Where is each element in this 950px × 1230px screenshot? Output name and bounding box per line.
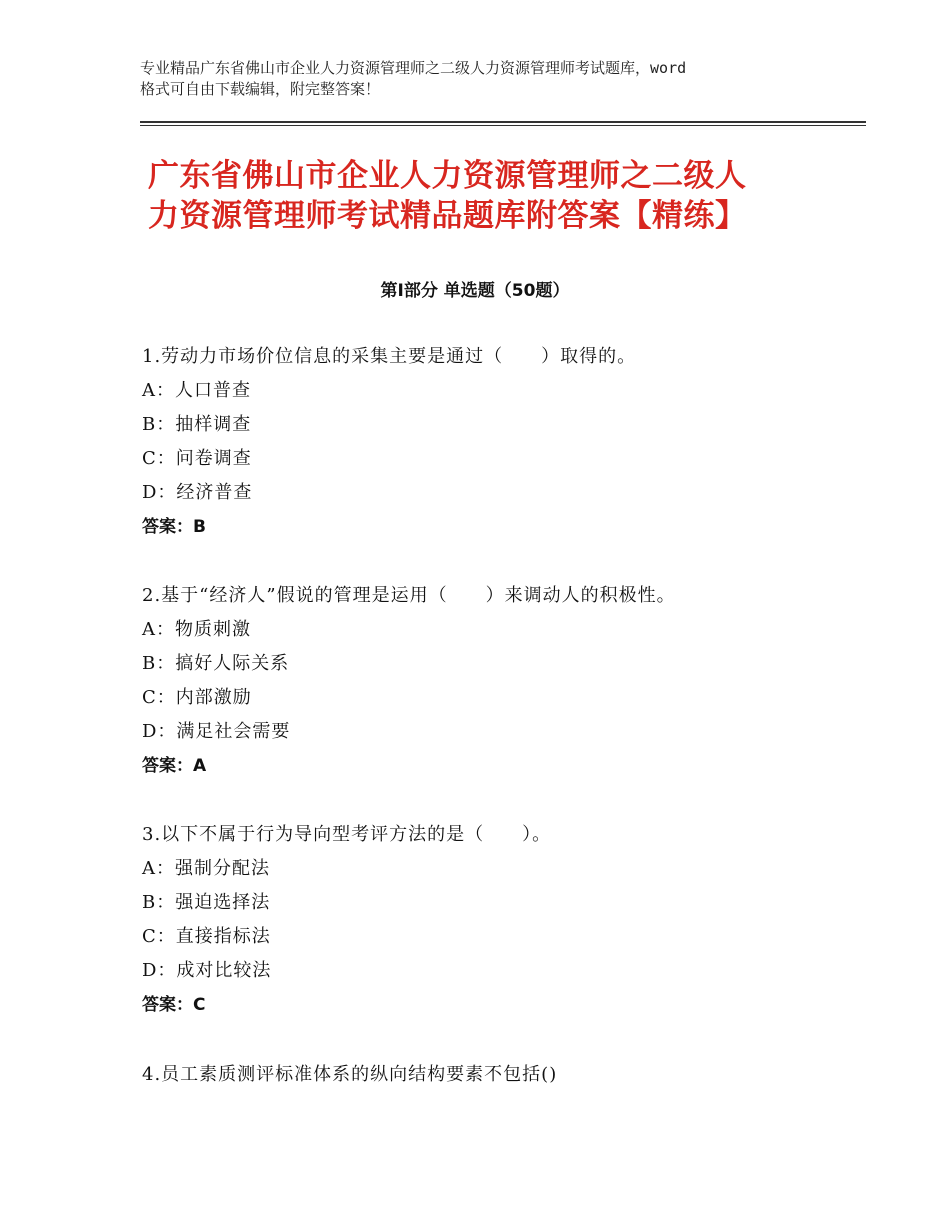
option-c: C：直接指标法	[142, 926, 271, 947]
option-b: B：搞好人际关系	[142, 653, 290, 674]
option-d: D：满足社会需要	[142, 721, 291, 742]
document-title	[148, 156, 848, 236]
option-c: C：内部激励	[142, 687, 252, 708]
header-note-line-2: 格式可自由下载编辑，附完整答案！	[140, 80, 381, 98]
option-a: A：物质刺激	[142, 619, 251, 640]
option-b: B：抽样调查	[142, 414, 252, 435]
header-divider-thick	[140, 121, 866, 123]
question-stem: 2.基于“经济人”假说的管理是运用（ ）来调动人的积极性。	[142, 585, 676, 606]
document-title-line-1: 广东省佛山市企业人力资源管理师之二级人	[148, 158, 747, 194]
header-note	[140, 58, 830, 100]
question-stem: 1.劳动力市场价位信息的采集主要是通过（ ）取得的。	[142, 346, 637, 367]
section-heading: 第Ⅰ部分 单选题（50题）	[380, 281, 570, 301]
answer: 答案：C	[142, 995, 206, 1015]
question-3	[142, 818, 862, 1022]
option-b: B：强迫选择法	[142, 892, 271, 913]
question-stem: 4.员工素质测评标准体系的纵向结构要素不包括()	[142, 1064, 558, 1085]
option-d: D：成对比较法	[142, 960, 272, 981]
option-a: A：强制分配法	[142, 858, 270, 879]
option-a: A：人口普查	[142, 380, 251, 401]
question-2	[142, 579, 862, 783]
answer: 答案：B	[142, 517, 206, 537]
answer: 答案：A	[142, 756, 207, 776]
option-c: C：问卷调查	[142, 448, 252, 469]
question-1	[142, 340, 862, 544]
question-stem: 3.以下不属于行为导向型考评方法的是（ ）。	[142, 824, 552, 845]
question-4	[142, 1058, 862, 1092]
header-divider-thin	[140, 125, 866, 126]
option-d: D：经济普查	[142, 482, 253, 503]
document-title-line-2: 力资源管理师考试精品题库附答案【精练】	[148, 198, 747, 234]
header-note-line-1: 专业精品广东省佛山市企业人力资源管理师之二级人力资源管理师考试题库，word	[140, 59, 687, 77]
